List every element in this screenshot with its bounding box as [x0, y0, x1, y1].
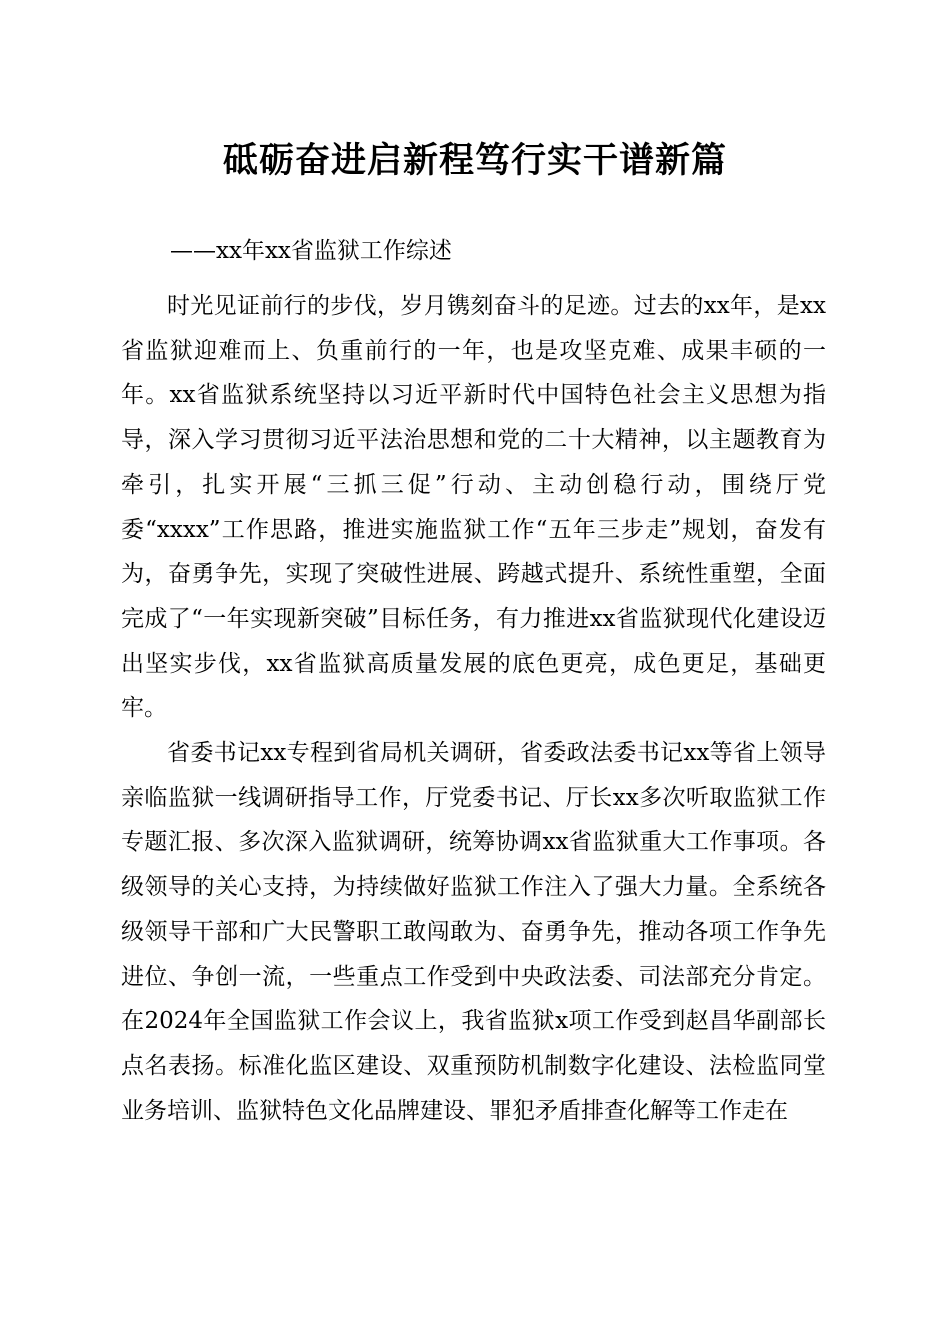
document-body: [121, 284, 826, 1133]
paragraph-leadership: 省委书记xx专程到省局机关调研，省委政法委书记xx等省上领导亲临监狱一线调研指导工作，厅党委书记、厅长xx多次听取监狱工作专题汇报、多次深入监狱调研，统筹协调xx省监狱重大工作事项。各级领导的关心支持，为持续做好监狱工作注入了强大力量。全系统各级领导干部和广大民警职工敢闯敢为、奋勇争先，推动各项工作争先进位、争创一流，一些重点工作受到中央政法委、司法部充分肯定。在2024年全国监狱工作会议上，我省监狱x项工作受到赵昌华副部长点名表扬。标准化监区建设、双重预防机制数字化建设、法检监同堂业务培训、监狱特色文化品牌建设、罪犯矛盾排查化解等工作走在: [121, 740, 826, 1124]
document-title: 砥砺奋进启新程笃行实干谱新篇: [222, 140, 727, 181]
document-subtitle: ——xx年xx省监狱工作综述: [170, 238, 452, 264]
paragraph-intro: 时光见证前行的步伐，岁月镌刻奋斗的足迹。过去的xx年，是xx省监狱迎难而上、负重前行的一年，也是攻坚克难、成果丰硕的一年。xx省监狱系统坚持以习近平新时代中国特色社会主义思想为指导，深入学习贯彻习近平法治思想和党的二十大精神，以主题教育为牵引，扎实开展“三抓三促”行动、主动创稳行动，围绕厅党委“xxxx”工作思路，推进实施监狱工作“五年三步走”规划，奋发有为，奋勇争先，实现了突破性进展、跨越式提升、系统性重塑，全面完成了“一年实现新突破”目标任务，有力推进xx省监狱现代化建设迈出坚实步伐，xx省监狱高质量发展的底色更亮，成色更足，基础更牢。: [121, 293, 826, 722]
